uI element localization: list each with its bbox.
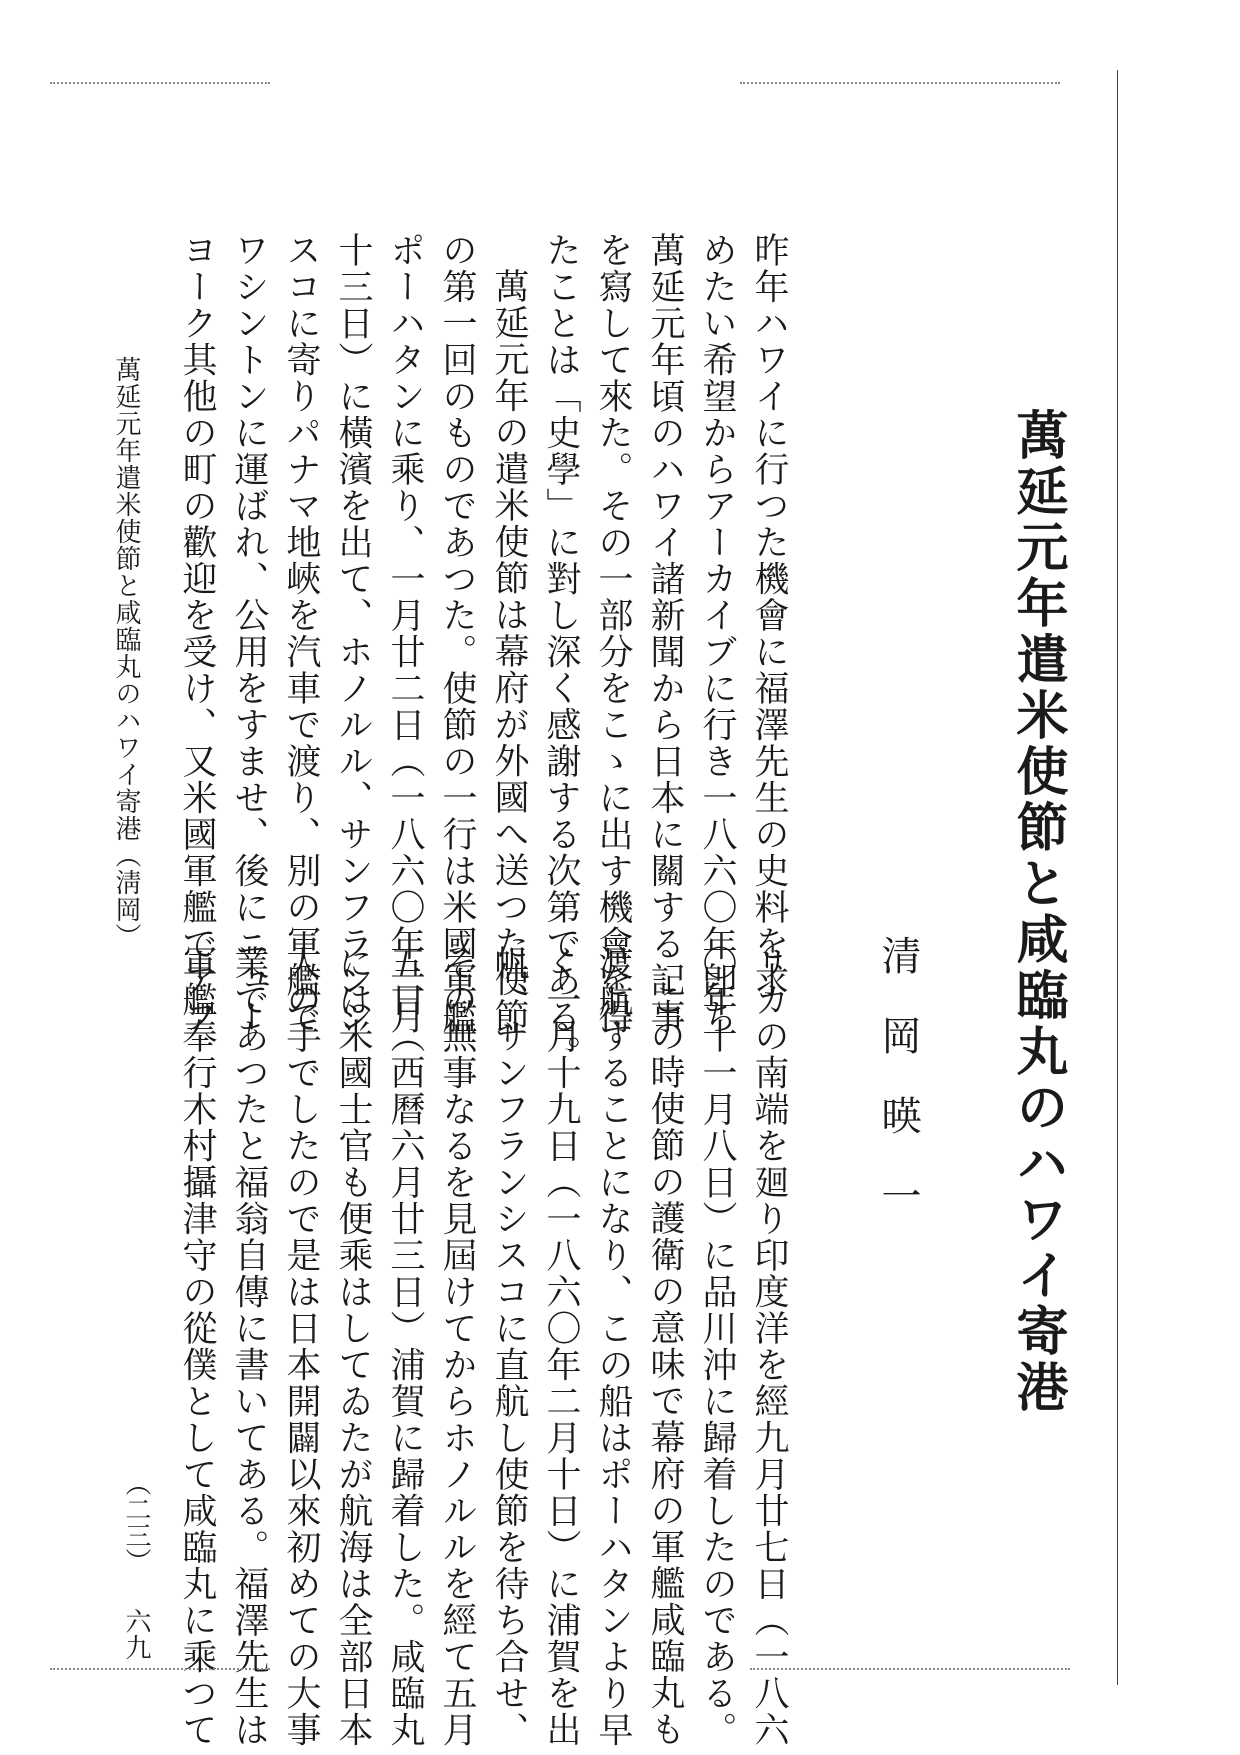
text-column: 十三日）に橫濱を出て、ホノルル、サンフランシ bbox=[333, 232, 373, 1035]
text-column: スコに寄りパナマ地峽を汽車で渡り、別の軍艦で bbox=[281, 232, 321, 1035]
author-name: 清岡暎一 bbox=[875, 935, 921, 1255]
text-column: めたい希望からアーカイブに行き一八六〇年卽ち bbox=[697, 232, 737, 1035]
text-column: 人の手でしたので是は日本開闢以來初めての大事 bbox=[281, 945, 321, 1748]
text-column: ワシントンに運ばれ、公用をすませ、後にニュー bbox=[229, 232, 269, 1035]
text-column: く一月十九日（一八六〇年二月十日）に浦賀を出 bbox=[541, 945, 581, 1748]
text-column: 〇年十一月八日）に品川沖に歸着したのである。 bbox=[697, 945, 737, 1748]
text-column: を寫して來た。その一部分をこゝに出す機會を得 bbox=[593, 232, 633, 1035]
text-column: 渡航することになり、この船はポーハタンより早 bbox=[593, 945, 633, 1748]
text-column: 軍艦奉行木村攝津守の從僕として咸臨丸に乘つて bbox=[177, 945, 217, 1748]
text-column: には米國士官も便乘はしてゐたが航海は全部日本 bbox=[333, 945, 373, 1748]
running-head: 萬延元年遣米使節と咸臨丸のハワイ寄港（淸岡） bbox=[111, 356, 141, 950]
text-column: の第一回のものであつた。使節の一行は米國軍艦 bbox=[437, 232, 477, 1035]
text-column: 業であつたと福翁自傳に書いてある。福澤先生は bbox=[229, 945, 269, 1748]
scan-dots-bottom-right bbox=[750, 1668, 1070, 1670]
text-column: ヨーク其他の町の歡迎を受け、又米國軍艦でアフ bbox=[177, 232, 217, 1035]
text-column: 五日（西曆六月廿三日）浦賀に歸着した。咸臨丸 bbox=[385, 945, 425, 1748]
article-title: 萬延元年遣米使節と咸臨丸のハワイ寄港 bbox=[1007, 408, 1068, 1416]
text-column: ポーハタンに乘り、一月廿二日（一八六〇年二月 bbox=[385, 232, 425, 1035]
scan-dots-top-left bbox=[50, 82, 270, 84]
text-column: たことは「史學」に對し深く感謝する次第である。 bbox=[541, 232, 581, 1072]
text-column: リカの南端を廻り印度洋を經九月廿七日（一八六 bbox=[749, 945, 789, 1748]
page-number: （二三） bbox=[121, 1470, 151, 1574]
text-column: この時使節の護衛の意味で幕府の軍艦咸臨丸も bbox=[645, 981, 685, 1748]
text-column: 萬延元年の遣米使節は幕府が外國へ送つた使節 bbox=[489, 268, 529, 1035]
scan-dots-bottom-left bbox=[50, 1668, 270, 1670]
scan-dots-top-right bbox=[740, 82, 1060, 84]
folio-number: 六九 bbox=[121, 1608, 151, 1660]
text-column: 萬延元年頃のハワイ諸新聞から日本に關する記事 bbox=[645, 232, 685, 1035]
page-edge-rule bbox=[1117, 70, 1118, 1685]
text-column: 昨年ハワイに行つた機會に福澤先生の史料を求 bbox=[749, 232, 789, 999]
text-column: その無事なるを見屆けてからホノルルを經て五月 bbox=[437, 945, 477, 1748]
text-column: 帆、サンフランシスコに直航し使節を待ち合せ、 bbox=[489, 945, 529, 1748]
